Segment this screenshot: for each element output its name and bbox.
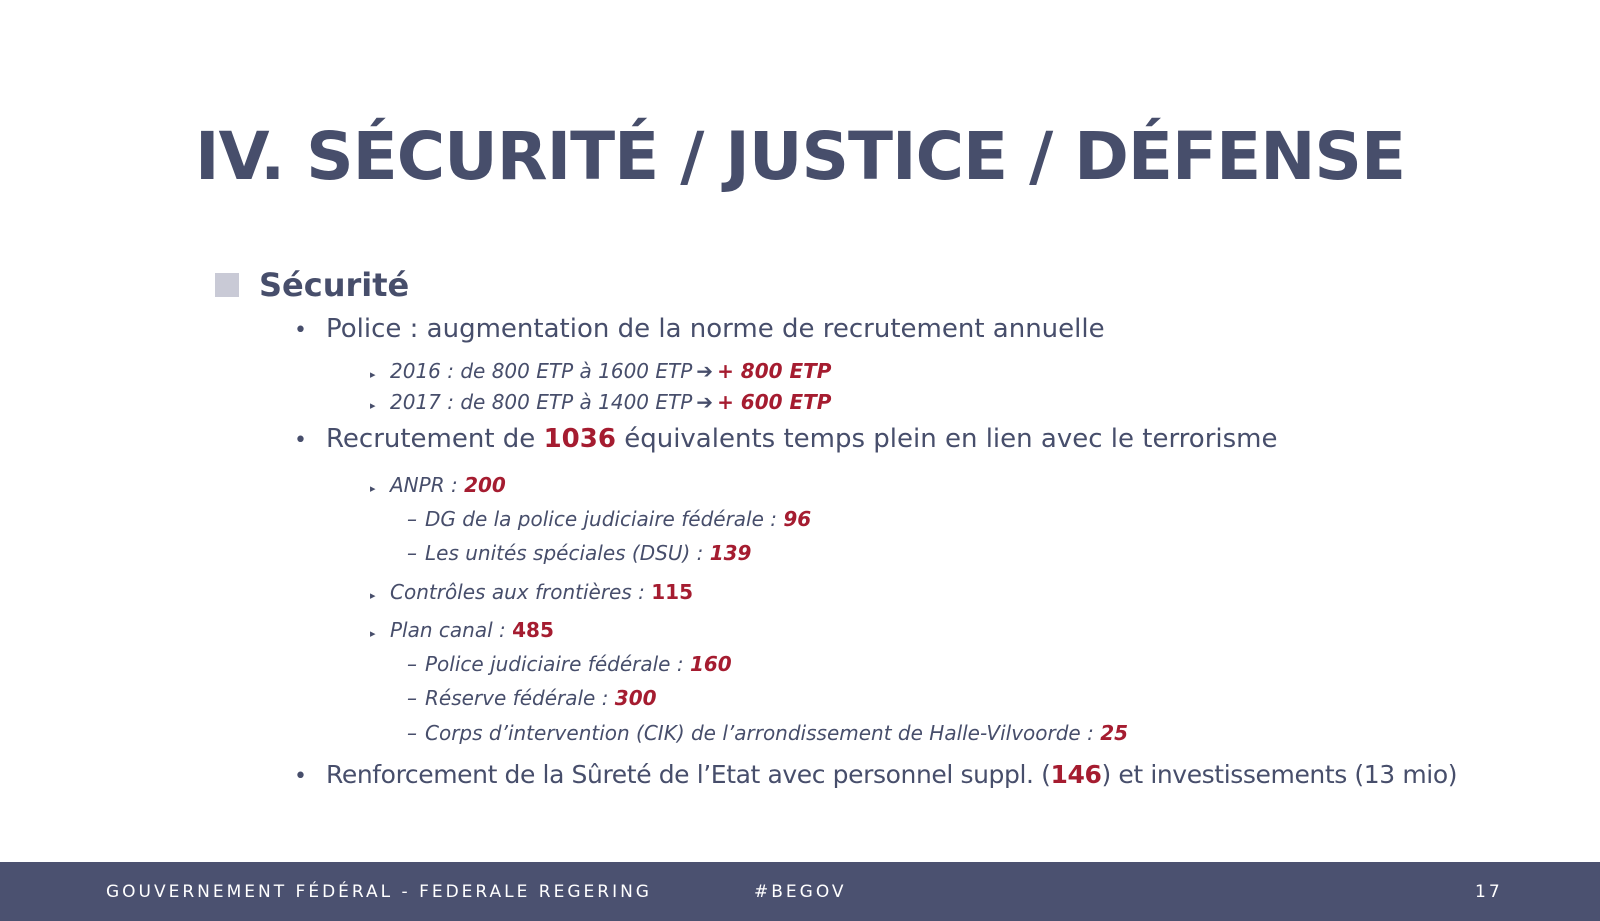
- row-2016: [370, 359, 831, 383]
- pjf-label: Police judiciaire fédérale :: [425, 652, 690, 676]
- surete-prefix: Renforcement de la Sûreté de l’Etat avec personnel suppl. (: [326, 760, 1051, 789]
- frontieres-label: Contrôles aux frontières :: [390, 580, 652, 604]
- surete-value: 146: [1050, 760, 1102, 789]
- triangle-bullet-icon: ▸: [370, 368, 376, 381]
- dsu-label: Les unités spéciales (DSU) :: [425, 541, 710, 565]
- section-title: Sécurité: [259, 266, 410, 304]
- dash-bullet-icon: –: [407, 686, 417, 710]
- row-pjf: [407, 652, 732, 676]
- anpr-value: 200: [464, 473, 506, 497]
- section-header: [215, 266, 409, 304]
- footer-hashtag: #BEGOV: [754, 882, 847, 902]
- row-2016-value: + 800 ETP: [717, 359, 832, 383]
- cik-label: Corps d’intervention (CIK) de l’arrondissement de Halle-Vilvoorde :: [425, 721, 1101, 745]
- bullet-dot-icon: •: [294, 428, 307, 453]
- dash-bullet-icon: –: [407, 721, 417, 745]
- triangle-bullet-icon: ▸: [370, 589, 376, 602]
- footer-org: GOUVERNEMENT FÉDÉRAL - FEDERALE REGERING: [106, 882, 652, 902]
- row-2017-text: 2017 : de 800 ETP à 1400 ETP: [390, 390, 693, 414]
- pjf-value: 160: [689, 652, 732, 676]
- row-cik: [407, 721, 1128, 745]
- triangle-bullet-icon: ▸: [370, 482, 376, 495]
- triangle-bullet-icon: ▸: [370, 399, 376, 412]
- police-text: Police : augmentation de la norme de recrutement annuelle: [326, 314, 1105, 344]
- arrow-right-icon: ➔: [696, 390, 714, 414]
- dg-pj-label: DG de la police judiciaire fédérale :: [425, 507, 784, 531]
- row-2017: [370, 390, 831, 414]
- dash-bullet-icon: –: [407, 541, 417, 565]
- row-canal: [370, 618, 554, 642]
- triangle-bullet-icon: ▸: [370, 627, 376, 640]
- footer-bar: [0, 862, 1600, 921]
- cik-value: 25: [1100, 721, 1129, 745]
- dash-bullet-icon: –: [407, 507, 417, 531]
- dsu-value: 139: [709, 541, 752, 565]
- row-dsu: [407, 541, 751, 565]
- recrutement-suffix: équivalents temps plein en lien avec le terrorisme: [615, 424, 1278, 454]
- anpr-label: ANPR :: [390, 473, 465, 497]
- arrow-right-icon: ➔: [696, 359, 714, 383]
- page-number: 17: [1475, 882, 1503, 902]
- recrutement-value: 1036: [543, 424, 616, 454]
- reserve-value: 300: [614, 686, 657, 710]
- canal-label: Plan canal :: [390, 618, 513, 642]
- row-dg-pj: [407, 507, 811, 531]
- slide-title: IV. SÉCURITÉ / JUSTICE / DÉFENSE: [194, 118, 1406, 195]
- dg-pj-value: 96: [783, 507, 812, 531]
- bullet-dot-icon: •: [294, 318, 307, 343]
- bullet-police: [294, 314, 1105, 344]
- row-2017-value: + 600 ETP: [717, 390, 832, 414]
- dash-bullet-icon: –: [407, 652, 417, 676]
- row-reserve: [407, 686, 657, 710]
- surete-suffix: ) et investissements (13 mio): [1101, 760, 1458, 789]
- bullet-recrutement: [294, 424, 1277, 454]
- row-2016-text: 2016 : de 800 ETP à 1600 ETP: [390, 359, 693, 383]
- row-anpr: [370, 473, 506, 497]
- canal-value: 485: [512, 618, 554, 642]
- bullet-dot-icon: •: [294, 764, 307, 789]
- square-bullet-icon: [215, 273, 239, 297]
- frontieres-value: 115: [651, 580, 693, 604]
- row-frontieres: [370, 580, 693, 604]
- reserve-label: Réserve fédérale :: [425, 686, 615, 710]
- bullet-surete: [294, 760, 1457, 789]
- recrutement-prefix: Recrutement de: [326, 424, 544, 454]
